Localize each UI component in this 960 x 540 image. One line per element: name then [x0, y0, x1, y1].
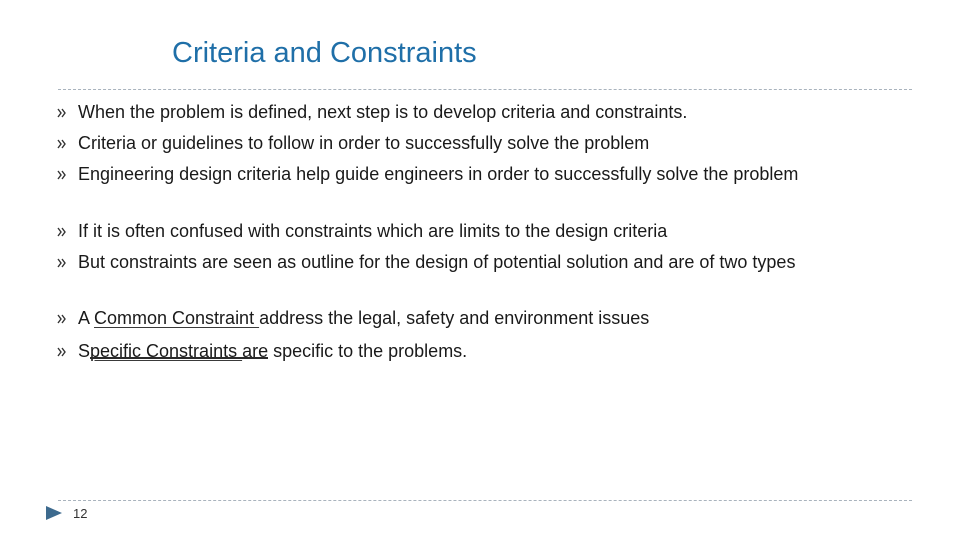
bullet-text-rest: are specific to the problems. — [242, 341, 468, 361]
bullet-text: When the problem is defined, next step is to develop criteria and constraints. — [78, 102, 688, 122]
specific-constraints-underline — [90, 357, 268, 359]
bullet-text: If it is often confused with constraints which are limits to the design criteria — [78, 221, 668, 241]
bullet-item — [57, 250, 857, 275]
triangle-right-icon — [44, 505, 64, 521]
bullet-text: Criteria or guidelines to follow in order to successfully solve the problem — [78, 133, 650, 153]
bullet-text-rest: address the legal, safety and environment issues — [259, 308, 650, 328]
double-chevron-bullet-icon — [57, 170, 67, 180]
bullet-item — [57, 162, 857, 187]
double-chevron-bullet-icon — [57, 258, 67, 268]
bullet-text-lead: A — [78, 308, 95, 328]
slide-title: Criteria and Constraints — [172, 37, 477, 69]
bullet-item — [57, 339, 857, 364]
footer-divider — [58, 500, 912, 501]
bullet-item — [57, 100, 857, 125]
double-chevron-bullet-icon — [57, 108, 67, 118]
double-chevron-bullet-icon — [57, 347, 67, 357]
bullet-text — [78, 339, 857, 364]
bullet-text: Engineering design criteria help guide engineers in order to successfully solve the problem — [78, 164, 799, 184]
double-chevron-bullet-icon — [57, 227, 67, 237]
bullet-text-lead: S — [78, 341, 91, 361]
bullet-text — [78, 306, 857, 331]
bullet-item — [57, 306, 857, 331]
double-chevron-bullet-icon — [57, 314, 67, 324]
double-chevron-bullet-icon — [57, 139, 67, 149]
bullet-item — [57, 131, 857, 156]
common-constraint-term: Common Constraint — [94, 308, 260, 328]
page-number: 12 — [73, 506, 88, 521]
specific-constraints-term: pecific Constraints — [90, 341, 243, 361]
bullet-item — [57, 219, 857, 244]
bullet-text: But constraints are seen as outline for the design of potential solution and are of two types — [78, 252, 796, 272]
